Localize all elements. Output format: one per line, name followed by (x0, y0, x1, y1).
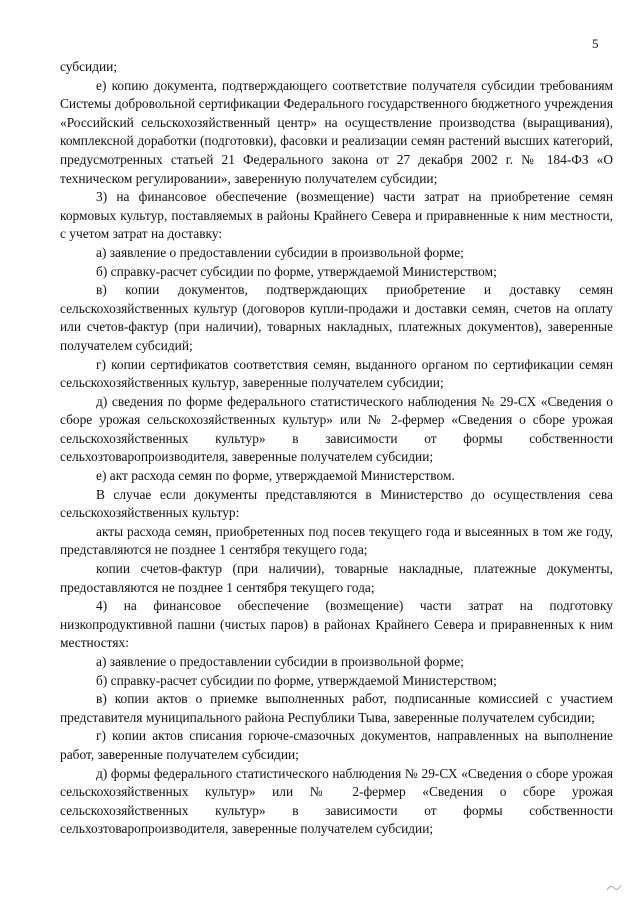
paragraph: копии счетов-фактур (при наличии), товарные накладные, платежные документы, предоставляются не позднее 1 сентября текущего года; (60, 561, 613, 595)
paragraph: 4) на финансовое обеспечение (возмещение) части затрат на подготовку низкопродуктивной пашни (чистых паров) в районах Крайнего Севера и приравненных к ним местностях: (60, 598, 613, 651)
paragraph: в) копии документов, подтверждающих приобретение и доставку семян сельскохозяйственных культур (договоров купли-продажи и доставки семян, счетов на оплату или счетов-фактур (при наличии), товарных накладных, платежных документов), заверенные получателем субсидий; (60, 282, 613, 353)
document-body (60, 58, 613, 839)
page-number: 5 (592, 36, 599, 51)
paragraph: в) копии актов о приемке выполненных работ, подписанные комиссией с участием представителя муниципального района Республики Тыва, заверенные получателем субсидии; (60, 691, 613, 725)
paragraph: д) сведения по форме федерального статистического наблюдения № 29-СХ «Сведения о сборе урожая сельскохозяйственных культур» или № 2-фермер «Сведения о сборе урожая сельскохозяйственных культур» в зависимости от формы собственности сельхозтоваропроизводителя, заверенные получателем субсидии; (60, 393, 613, 465)
paragraph: субсидии; (60, 59, 118, 74)
paragraph: а) заявление о предоставлении субсидии в произвольной форме; (96, 244, 464, 260)
paragraph: б) справку-расчет субсидии по форме, утверждаемой Министерством; (96, 672, 497, 688)
paragraph: б) справку-расчет субсидии по форме, утверждаемой Министерством; (96, 263, 497, 279)
paragraph: г) копии сертификатов соответствия семян, выданного органом по сертификации семян сельскохозяйственных культур, заверенные получателем субсидии; (60, 356, 613, 391)
paragraph: д) формы федерального статистического наблюдения № 29-СХ «Сведения о сборе урожая сельскохозяйственных культур» или № 2-фермер «Сведения о сборе урожая сельскохозяйственных культур» в зависимости от формы собственности сельхозтоваропроизводителя, заверенные получателем субсидии; (60, 765, 613, 837)
handwritten-mark (606, 882, 622, 895)
paragraph: 3) на финансовое обеспечение (возмещение) части затрат на приобретение семян кормовых культур, поставляемых в районы Крайнего Севера и приравненные к ним местности, с учетом затрат на доставку: (60, 189, 613, 242)
paragraph: е) копию документа, подтверждающего соответствие получателя субсидии требованиям Системы добровольной сертификации Федерального государственного бюджетного учреждения «Российский сельскохозяйственный центр» на осуществление производства (выращивания), комплексной доработки (подготовки), фасовки и реализации семян растений высших категорий, предусмотренных статьей 21 Федерального закона от 27 декабря 2002 г. № 184-ФЗ «О техническом регулировании», заверенную получателем субсидии; (60, 77, 613, 186)
paragraph: а) заявление о предоставлении субсидии в произвольной форме; (96, 654, 464, 669)
paragraph: г) копии актов списания горюче-смазочных документов, направленных на выполнение работ, заверенные получателем субсидии; (60, 728, 613, 762)
paragraph: акты расхода семян, приобретенных под посев текущего года и высеянных в том же году, представляются не позднее 1 сентября текущего года; (60, 523, 613, 558)
paragraph: В случае если документы представляются в Министерство до осуществления сева сельскохозяйственных культур: (60, 486, 613, 521)
paragraph: е) акт расхода семян по форме, утверждаемой Министерством. (96, 468, 455, 484)
